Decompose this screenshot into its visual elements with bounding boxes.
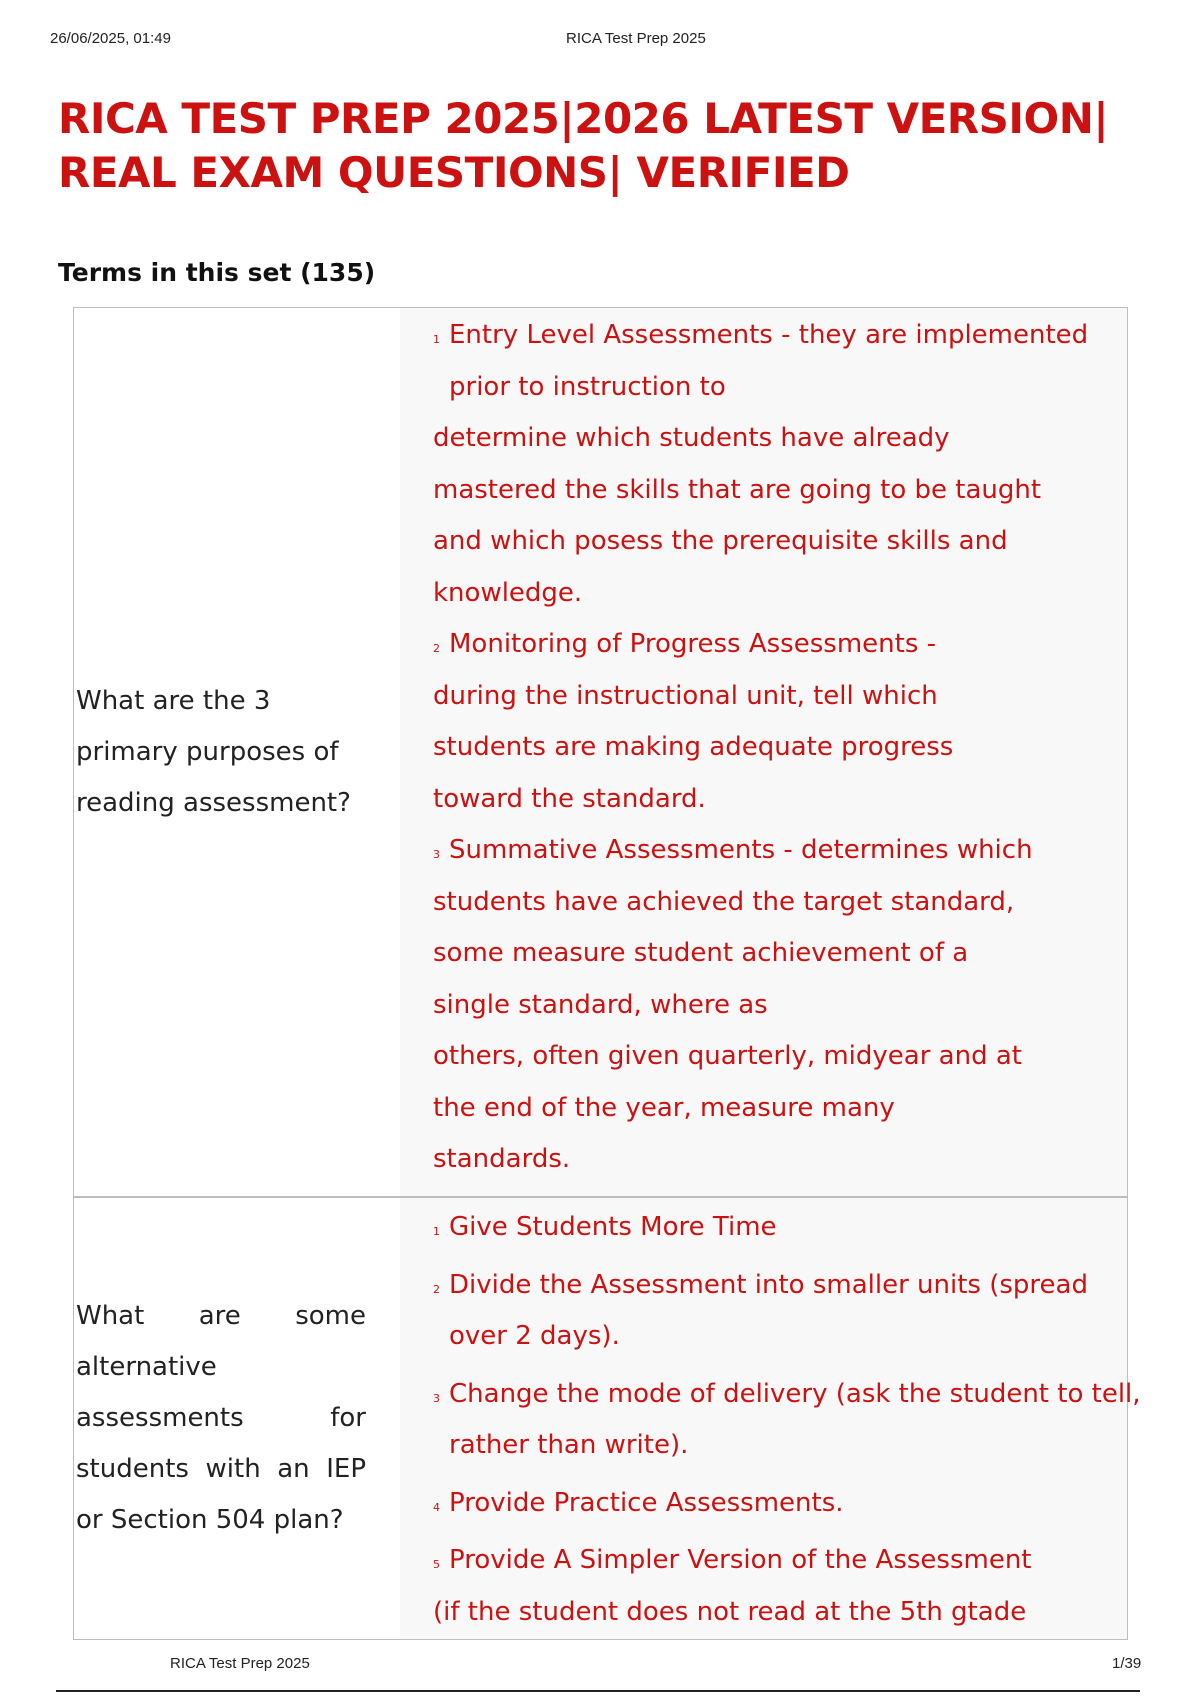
title-line-1: RICA TEST PREP 2025|2026 LATEST VERSION| xyxy=(58,94,1109,143)
term-text: What are the 3 primary purposes of reading assessment? xyxy=(76,685,351,818)
definition-line: during the instructional unit, tell which xyxy=(433,680,938,711)
definition-line: some measure student achievement of a xyxy=(433,938,969,968)
definition-line: students have achieved the target standard, xyxy=(433,886,1015,917)
definition-line: Provide Practice Assessments. xyxy=(449,1487,844,1518)
item-number: 4 xyxy=(433,1500,440,1514)
definition-line: mastered the skills that are going to be taught xyxy=(433,474,1042,505)
item-number: 1 xyxy=(433,1225,440,1238)
definition-line: Divide the Assessment into smaller units (spread xyxy=(449,1269,1088,1300)
definition-line: determine which students have already xyxy=(433,423,950,453)
definition-item xyxy=(433,1202,1123,1254)
term-cell xyxy=(74,1198,400,1639)
definition-line: Entry Level Assessments - they are implemented xyxy=(449,320,1089,350)
term-cell xyxy=(74,308,400,1196)
page-title xyxy=(58,92,1138,200)
header-datetime: 26/06/2025, 01:49 xyxy=(50,30,171,47)
definition-line: Monitoring of Progress Assessments - xyxy=(449,629,937,659)
definition-cell xyxy=(400,1198,1141,1639)
definition-line: rather than write). xyxy=(449,1430,689,1460)
definition-line: (if the student does not read at the 5th gtade xyxy=(433,1596,1027,1627)
footer-doc-title: RICA Test Prep 2025 xyxy=(170,1655,310,1672)
flashcard-row xyxy=(74,308,1127,1198)
term-text: What are some alternative assessments for students with an IEP or Section 504 plan? xyxy=(76,1301,366,1535)
definition-line: over 2 days). xyxy=(449,1321,620,1351)
definition-item xyxy=(433,1478,1123,1530)
item-number: 5 xyxy=(433,1558,440,1571)
header-doc-title: RICA Test Prep 2025 xyxy=(566,30,706,47)
definition-line: toward the standard. xyxy=(433,783,706,814)
definition-line: Change the mode of delivery (ask the student to tell, xyxy=(449,1378,1141,1409)
definition-line: the end of the year, measure many xyxy=(433,1092,895,1123)
footer-divider xyxy=(56,1690,1140,1692)
definition-line: Provide A Simpler Version of the Assessment xyxy=(449,1545,1032,1575)
item-number: 2 xyxy=(433,642,440,655)
definition-item xyxy=(433,310,1123,413)
definition-item xyxy=(433,1535,1123,1587)
definition-line: students are making adequate progress xyxy=(433,732,954,762)
page-number: 1/39 xyxy=(1112,1655,1142,1672)
flashcard-row xyxy=(74,1198,1141,1639)
definition-line: single standard, where as xyxy=(433,989,768,1020)
definition-line: Summative Assessments - determines which xyxy=(449,835,1033,865)
definition-item xyxy=(433,825,1123,877)
definition-line: prior to instruction to xyxy=(449,371,726,402)
item-number: 1 xyxy=(433,333,440,346)
item-number: 3 xyxy=(433,1391,440,1405)
definition-line: standards. xyxy=(433,1144,571,1174)
item-number: 3 xyxy=(433,848,440,861)
definition-line: and which posess the prerequisite skills and xyxy=(433,526,1008,556)
item-number: 2 xyxy=(433,1282,440,1296)
definition-line: knowledge. xyxy=(433,577,583,608)
definition-item xyxy=(433,1260,1123,1363)
definition-text xyxy=(433,1202,1141,1638)
definition-item xyxy=(433,1369,1141,1472)
definition-line: Give Students More Time xyxy=(449,1212,777,1242)
definition-item xyxy=(433,619,1123,671)
title-line-2: REAL EXAM QUESTIONS| VERIFIED xyxy=(58,148,850,197)
definition-text xyxy=(433,310,1123,1186)
definition-line: others, often given quarterly, midyear and at xyxy=(433,1041,1022,1071)
terms-count-heading: Terms in this set (135) xyxy=(58,258,376,287)
flashcard-table xyxy=(73,307,1141,1640)
definition-cell xyxy=(400,308,1127,1196)
